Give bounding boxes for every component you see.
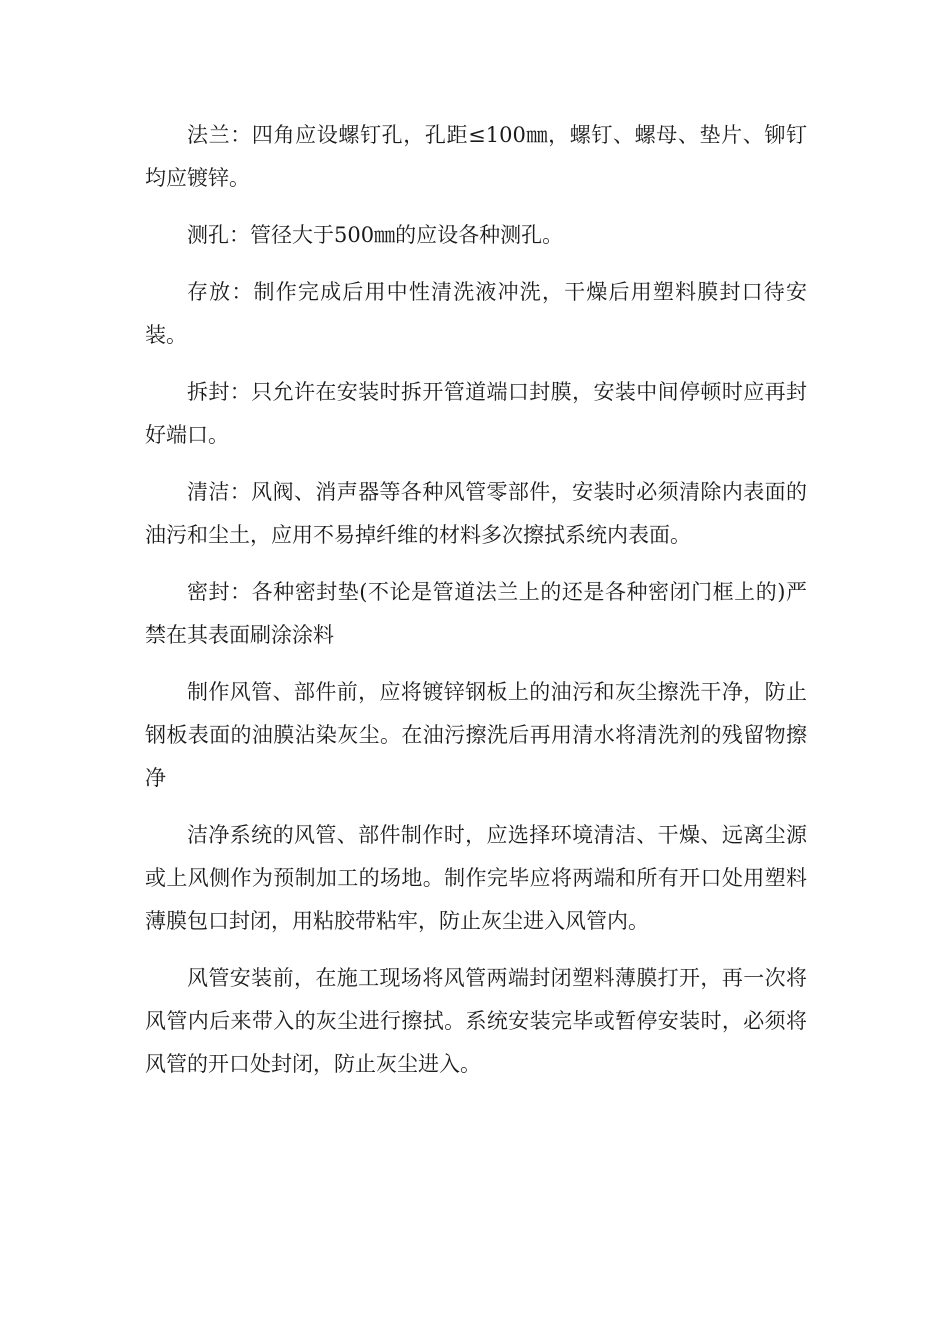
paragraph-duct-installation: 风管安装前，在施工现场将风管两端封闭塑料薄膜打开，再一次将风管内后来带入的灰尘进行擦拭。系统安装完毕或暂停安装时，必须将风管的开口处封闭，防止灰尘进入。 xyxy=(145,966,807,1076)
paragraph-flange: 法兰：四角应设螺钉孔，孔距≤100㎜，螺钉、螺母、垫片、铆钉均应镀锌。 xyxy=(145,123,807,190)
document-body xyxy=(145,114,807,1100)
paragraph-duct-preparation: 制作风管、部件前，应将镀锌钢板上的油污和灰尘擦洗干净，防止钢板表面的油膜沾染灰尘。在油污擦洗后再用清水将清洗剂的残留物擦净 xyxy=(145,680,807,790)
paragraph-test-hole: 测孔：管径大于500㎜的应设各种测孔。 xyxy=(187,223,564,247)
paragraph-sealing: 密封：各种密封垫(不论是管道法兰上的还是各种密闭门框上的)严禁在其表面刷涂涂料 xyxy=(145,580,807,647)
paragraph-unsealing: 拆封：只允许在安装时拆开管道端口封膜，安装中间停顿时应再封好端口。 xyxy=(145,380,807,447)
paragraph-storage: 存放：制作完成后用中性清洗液冲洗，干燥后用塑料膜封口待安装。 xyxy=(145,280,807,347)
paragraph-clean-system-fabrication: 洁净系统的风管、部件制作时，应选择环境清洁、干燥、远离尘源或上风侧作为预制加工的场地。制作完毕应将两端和所有开口处用塑料薄膜包口封闭，用粘胶带粘牢，防止灰尘进入风管内。 xyxy=(145,823,807,933)
paragraph-cleaning: 清洁：风阀、消声器等各种风管零部件，安装时必须清除内表面的油污和尘土，应用不易掉纤维的材料多次擦拭系统内表面。 xyxy=(145,480,807,547)
